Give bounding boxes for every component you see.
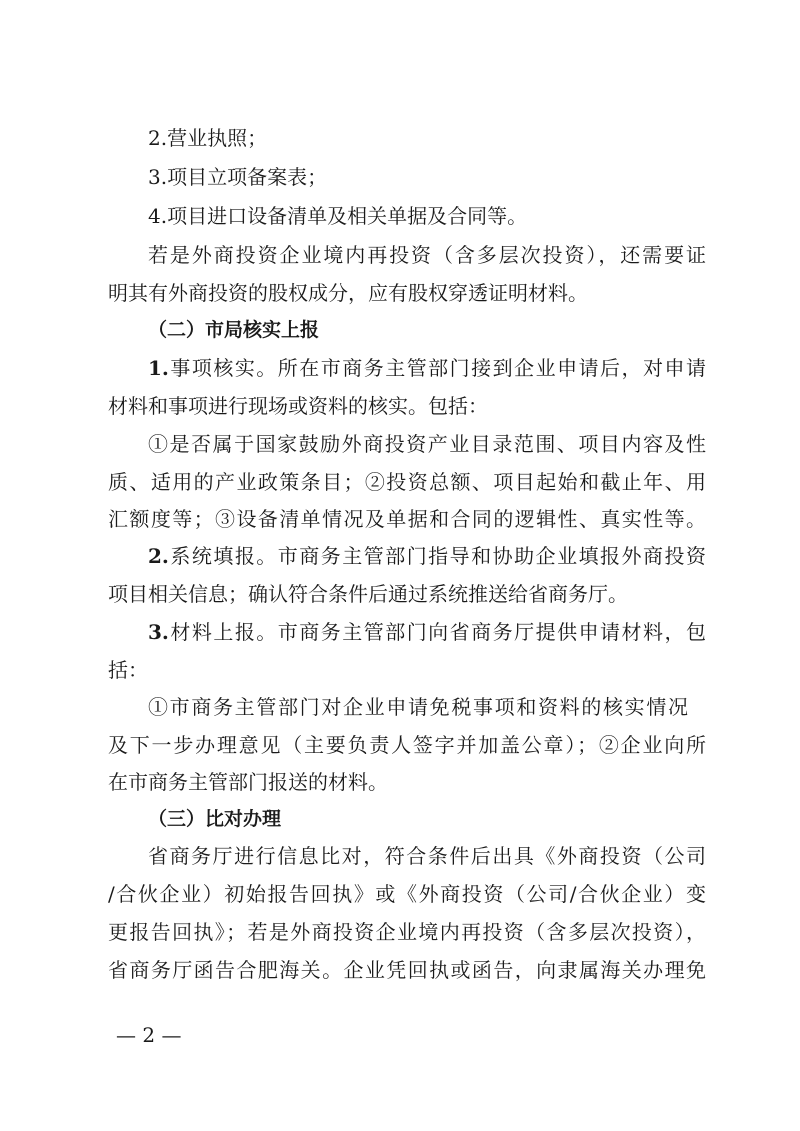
item-text: 材料上报。市商务主管部门向省商务厅提供申请材料，包 [168,620,706,644]
paragraph-line: ①市商务主管部门对企业申请免税事项和资料的核实情况 [148,695,688,719]
item-text: 系统填报。市商务主管部门指导和协助企业填报外商投资 [168,544,706,568]
list-item-project-filing: 3.项目立项备案表； [148,165,328,189]
paragraph-line: 括： [108,658,148,682]
page-number: — 2 — [116,1023,182,1047]
paragraph-line: 省商务厅函告合肥海关。企业凭回执或函告，向隶属海关办理免 [108,958,706,982]
paragraph-line: 明其有外商投资的股权成分，应有股权穿透证明材料。 [108,281,588,305]
paragraph-line: 若是外商投资企业境内再投资（含多层次投资），还需要证 [148,243,706,267]
paragraph-line: 项目相关信息；确认符合条件后通过系统推送给省商务厅。 [108,582,628,606]
paragraph-line [148,541,706,571]
paragraph-line: 更报告回执》；若是外商投资企业境内再投资（含多层次投资）， [108,920,706,944]
list-item-business-license: 2.营业执照； [148,126,268,150]
item-number: 1. [148,356,169,380]
section-heading-compare-process: （三）比对办理 [148,808,282,830]
paragraph-line: /合伙企业）初始报告回执》或《外商投资（公司/合伙企业）变 [108,882,706,906]
item-number: 3. [148,620,169,644]
paragraph-line: 材料和事项进行现场或资料的核实。包括： [108,394,488,418]
paragraph-line: ①是否属于国家鼓励外商投资产业目录范围、项目内容及性 [148,432,706,456]
item-number: 2. [148,544,169,568]
paragraph-line [148,617,706,647]
list-item-equipment-list: 4.项目进口设备清单及相关单据及合同等。 [148,204,528,228]
paragraph-line: 质、适用的产业政策条目；②投资总额、项目起始和截止年、用 [108,470,706,494]
paragraph-line: 省商务厅进行信息比对，符合条件后出具《外商投资（公司 [148,844,706,868]
section-heading-verify-report: （二）市局核实上报 [148,319,320,341]
paragraph-line: 及下一步办理意见（主要负责人签字并加盖公章）；②企业向所 [108,733,706,757]
paragraph-line: 汇额度等；③设备清单情况及单据和合同的逻辑性、真实性等。 [108,507,706,531]
paragraph-line [148,353,706,383]
paragraph-line: 在市商务主管部门报送的材料。 [108,770,388,794]
item-text: 事项核实。所在市商务主管部门接到企业申请后，对申请 [168,356,706,380]
